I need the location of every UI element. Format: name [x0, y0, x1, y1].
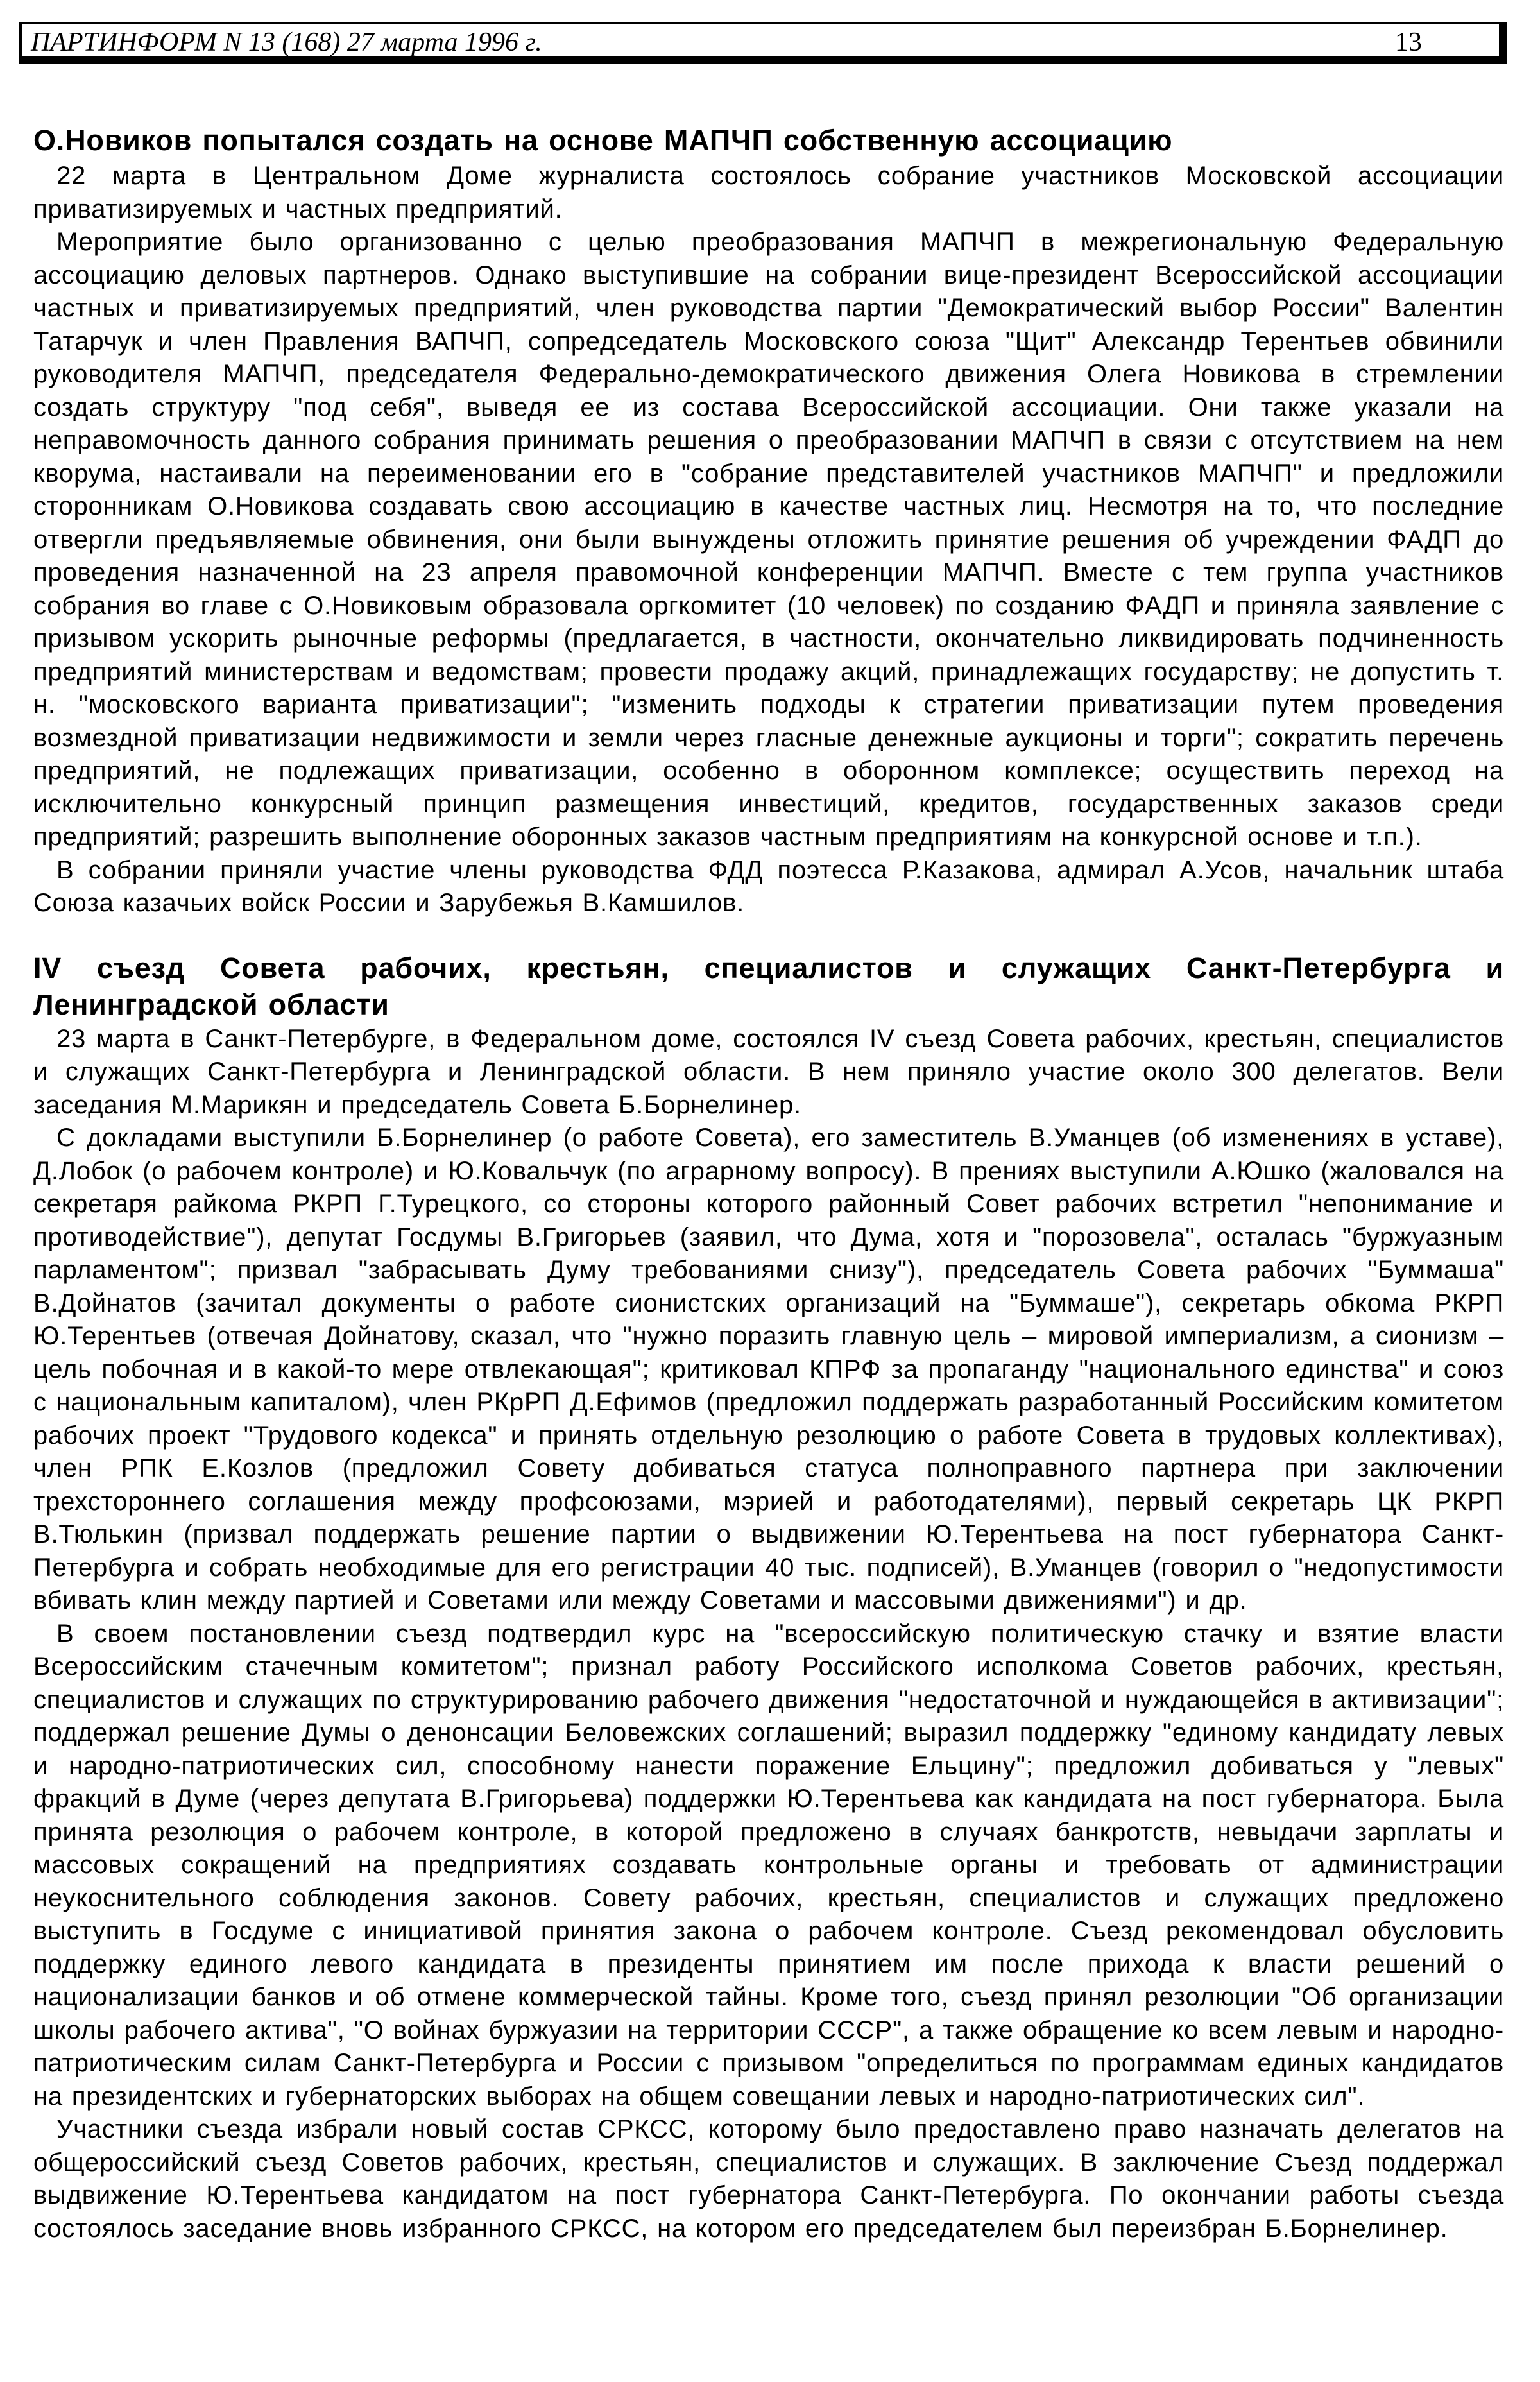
article-paragraph: Участники съезда избрали новый состав СРКСС, которому было предоставлено право назначать делегатов на общероссийский съезд Советов рабочих, крестьян, специалистов и служащих. В заключение Съезд поддержал выдвижение Ю.Терентьева кандидатом на пост губернатора Санкт-Петербурга. По окончании работы съезда состоялось заседание вновь избранного СРКСС, на котором его председателем был переизбран Б.Борнелинер.: [33, 2115, 1504, 2243]
article-paragraph: В собрании приняли участие члены руководства ФДД поэтесса Р.Казакова, адмирал А.Усов, начальник штаба Союза казачьих войск России и Зарубежья В.Камшилов.: [33, 855, 1504, 917]
article-paragraph: 22 марта в Центральном Доме журналиста состоялось собрание участников Московской ассоциации приватизируемых и частных предприятий.: [33, 162, 1504, 223]
page-number: 13: [1395, 28, 1422, 57]
article-title: О.Новиков попытался создать на основе МАПЧП собственную ассоциацию: [33, 124, 1173, 157]
article-novikov: [33, 122, 1504, 920]
article-paragraph: С докладами выступили Б.Борнелинер (о работе Совета), его заместитель В.Уманцев (об изменениях в уставе), Д.Лобок (о рабочем контроле) и Ю.Ковальчук (по аграрному вопросу). В прениях выступили А.Юшко (жаловался на секретаря райкома РКРП Г.Турецкого, со стороны которого районный Совет рабочих встретил "непонимание и противодействие"), депутат Госдумы В.Григорьев (заявил, что Дума, хотя и "порозовела", осталась "буржуазным парламентом"; призвал "забрасывать Думу требованиями снизу"), председатель Совета рабочих "Буммаша" В.Дойнатов (зачитал документы о работе сионистских организаций на "Буммаше"), секретарь обкома РКРП Ю.Терентьев (отвечая Дойнатову, сказал, что "нужно поразить главную цель – мировой империализм, а сионизм – цель побочная и в какой-то мере отвлекающая"; критиковал КПРФ за пропаганду "национального единства" и союз с национальным капиталом), член РКрРП Д.Ефимов (предложил поддержать разработанный Российским комитетом рабочих проект "Трудового кодекса" и принять отдельную резолюцию о работе Совета в трудовых коллективах), член РПК Е.Козлов (предложил Совету добиваться статуса полноправного партнера при заключении трехстороннего соглашения между профсоюзами, мэрией и работодателями), первый секретарь ЦК РКРП В.Тюлькин (призвал поддержать решение партии о выдвижении Ю.Терентьева на пост губернатора Санкт-Петербурга и собрать необходимые для его регистрации 40 тыс. подписей), В.Уманцев (говорил о "недопустимости вбивать клин между партией и Советами или между Советами и массовыми движениями") и др.: [33, 1124, 1504, 1615]
article-title: IV съезд Совета рабочих, крестьян, специалистов и служащих Санкт-Петербурга и Ленинградской области: [33, 951, 1504, 1021]
article-paragraph: Мероприятие было организованно с целью преобразования МАПЧП в межрегиональную Федеральную ассоциацию деловых партнеров. Однако выступившие на собрании вице-президент Всероссийской ассоциации частных и приватизируемых предприятий, член руководства партии "Демократический выбор России" Валентин Татарчук и член Правления ВАПЧП, сопредседатель Московского союза "Щит" Александр Терентьев обвинили руководителя МАПЧП, председателя Федерально-демократического движения Олега Новикова в стремлении создать структуру "под себя", выведя ее из состава Всероссийской ассоциации. Они также указали на неправомочность данного собрания принимать решения о преобразовании МАПЧП в связи с отсутствием на нем кворума, настаивали на переименовании его в "собрание представителей участников МАПЧП" и предложили сторонникам О.Новикова создавать свою ассоциацию в качестве частных лиц. Несмотря на то, что последние отвергли предъявляемые обвинения, они были вынуждены отложить принятие решения об учреждении ФАДП до проведения назначенной на 23 апреля правомочной конференции МАПЧП. Вместе с тем группа участников собрания во главе с О.Новиковым образовала оргкомитет (10 человек) по созданию ФАДП и приняла заявление с призывом ускорить рыночные реформы (предлагается, в частности, окончательно ликвидировать подчиненность предприятий министерствам и ведомствам; провести продажу акций, принадлежащих государству; не допустить т. н. "московского варианта приватизации"; "изменить подходы к стратегии приватизации путем проведения возмездной приватизации недвижимости и земли через гласные денежные аукционы и торги"; сократить перечень предприятий, не подлежащих приватизации, особенно в оборонном комплексе; осуществить переход на исключительно конкурсный принцип размещения инвестиций, кредитов, государственных заказов среди предприятий; разрешить выполнение оборонных заказов частным предприятиям на конкурсной основе и т.п.).: [33, 228, 1504, 851]
page-header: [19, 22, 1507, 64]
article-paragraph: В своем постановлении съезд подтвердил курс на "всероссийскую политическую стачку и взятие власти Всероссийским стачечным комитетом"; признал работу Российского исполкома Советов рабочих, крестьян, специалистов и служащих по структурированию рабочего движения "недостаточной и нуждающейся в активизации"; поддержал решение Думы о денонсации Беловежских соглашений; выразил поддержку "единому кандидату левых и народно-патриотических сил, способному нанести поражение Ельцину"; предложил добиваться у "левых" фракций в Думе (через депутата В.Григорьева) поддержки Ю.Терентьева как кандидата на пост губернатора. Была принята резолюция о рабочем контроле, в которой предложено в случаях банкротств, невыдачи зарплаты и массовых сокращений на предприятиях создавать контрольные органы и требовать от администрации неукоснительного соблюдения законов. Совету рабочих, крестьян, специалистов и служащих предложено выступить в Госдуме с инициативой принятия закона о рабочем контроле. Съезд рекомендовал обусловить поддержку единого левого кандидата в президенты принятием им после прихода к власти решений о национализации банков и об отмене коммерческой тайны. Кроме того, съезд принял резолюции "Об организации школы рабочего актива", "О войнах буржуазии на территории СССР", а также обращение ко всем левым и народно-патриотическим силам Санкт-Петербурга и России с призывом "определиться по программам единых кандидатов на президентских и губернаторских выборах на общем совещании левых и народно-патриотических сил".: [33, 1619, 1504, 2111]
article-paragraph: 23 марта в Санкт-Петербурге, в Федеральном доме, состоялся IV съезд Совета рабочих, крестьян, специалистов и служащих Санкт-Петербурга и Ленинградской области. В нем приняло участие около 300 делегатов. Вели заседания М.Марикян и председатель Совета Б.Борнелинер.: [33, 1024, 1504, 1119]
page-content: [33, 122, 1504, 2245]
issue-info: ПАРТИНФОРМ N 13 (168) 27 марта 1996 г.: [31, 28, 542, 57]
article-council-congress: [33, 950, 1504, 2246]
